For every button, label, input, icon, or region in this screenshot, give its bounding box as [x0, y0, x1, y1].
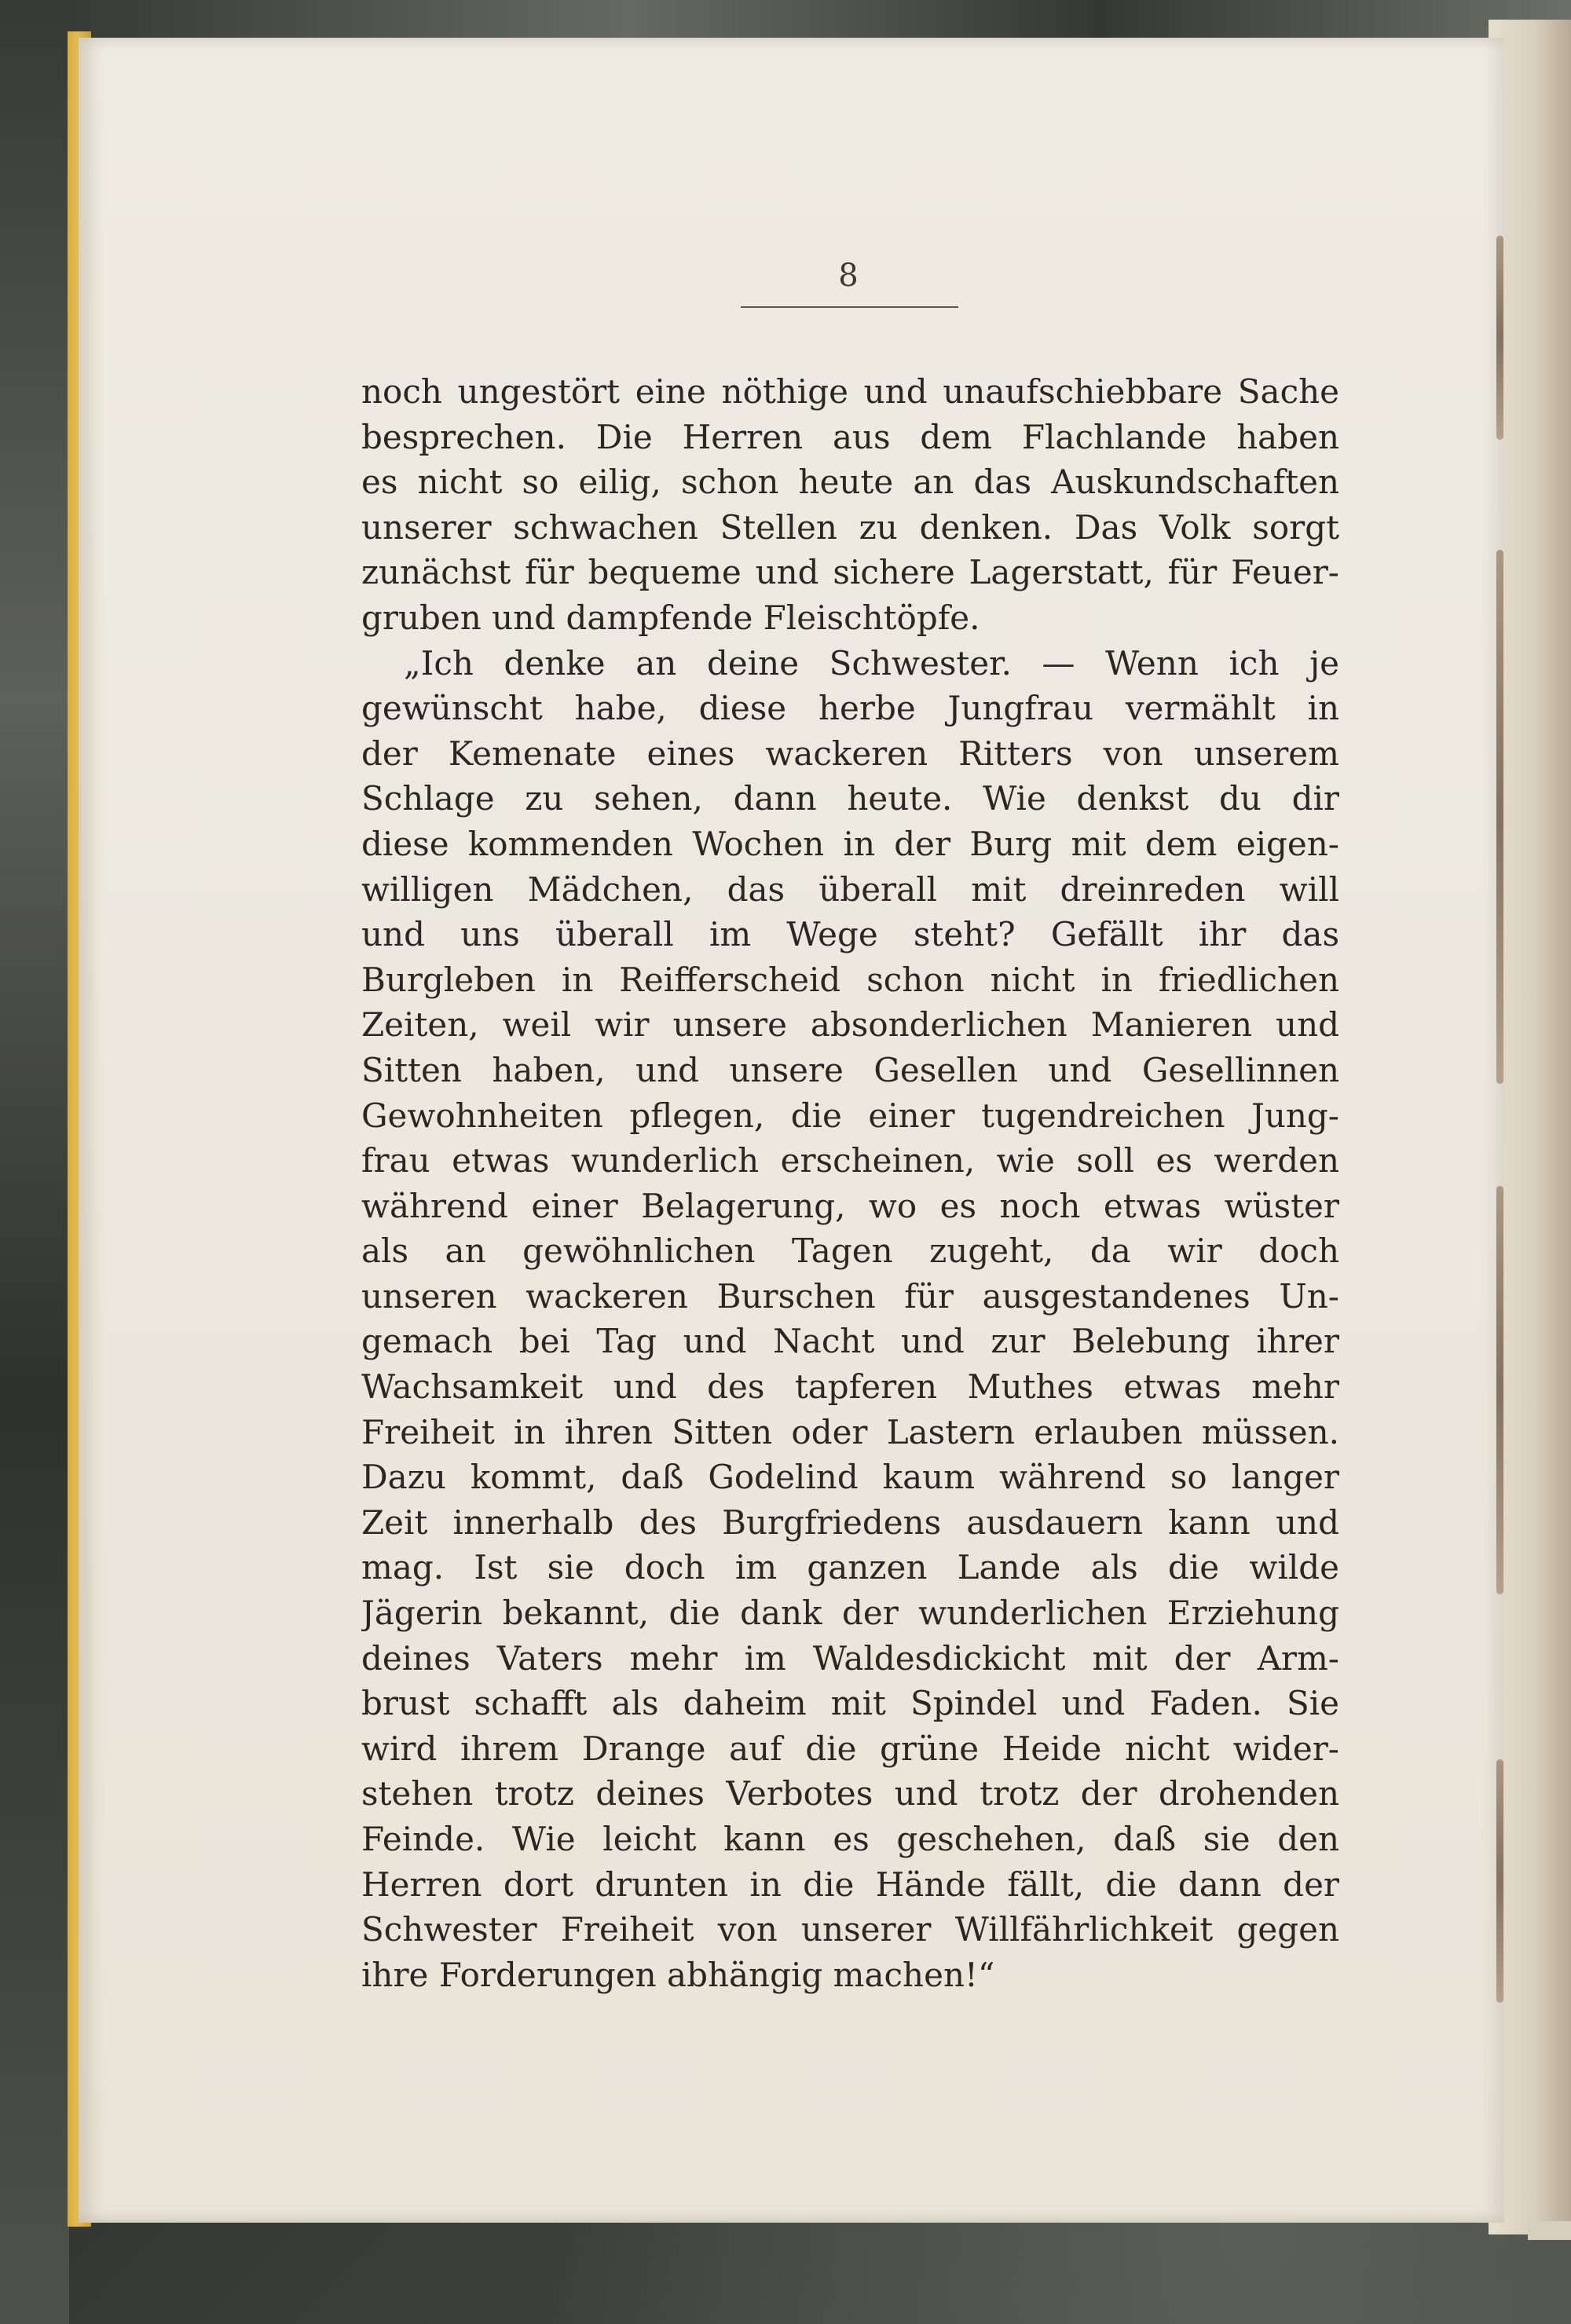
text-line: noch ungestört eine nöthige und unaufschiebbare Sache [361, 372, 1339, 411]
page-number-rule [741, 306, 958, 308]
text-line: Zeiten, weil wir unsere absonderlichen Manieren und [361, 1005, 1339, 1045]
book-cover-top [0, 0, 1571, 39]
text-line: als an gewöhnlichen Tagen zugeht, da wir doch [361, 1232, 1339, 1271]
paragraph-2 [361, 641, 1339, 1998]
text-line: Sitten haben, und unsere Gesellen und Gesellinnen [361, 1050, 1339, 1089]
text-line: Zeit innerhalb des Burgfriedens ausdauern kann und [361, 1502, 1339, 1542]
text-line: wird ihrem Drange auf die grüne Heide nicht wider- [361, 1729, 1339, 1768]
text-line: gruben und dampfende Fleischtöpfe. [361, 598, 980, 637]
text-line: mag. Ist sie doch im ganzen Lande als die wilde [361, 1548, 1339, 1587]
text-line: diese kommenden Wochen in der Burg mit dem eigen- [361, 824, 1339, 863]
text-line: frau etwas wunderlich erscheinen, wie soll es werden [361, 1141, 1339, 1180]
text-line: zunächst für bequeme und sichere Lagerstatt, für Feuer- [361, 553, 1339, 592]
text-line: Feinde. Wie leicht kann es geschehen, daß sie den [361, 1820, 1339, 1858]
text-line: unserer schwachen Stellen zu denken. Das Volk sorgt [361, 507, 1339, 547]
text-line: brust schafft als daheim mit Spindel und Faden. Sie [361, 1684, 1339, 1723]
text-line: Herren dort drunten in die Hände fällt, die dann der [361, 1865, 1339, 1904]
text-line: Jägerin bekannt, die dank der wunderlichen Erziehung [361, 1594, 1339, 1633]
body-text [361, 369, 1339, 1997]
page-corner [1528, 2221, 1571, 2240]
text-line: Wachsamkeit und des tapferen Muthes etwas mehr [361, 1367, 1339, 1407]
text-line: Burgleben in Reifferscheid schon nicht in friedlichen [361, 960, 1339, 999]
text-line: deines Vaters mehr im Waldesdickicht mit der Arm- [361, 1638, 1339, 1678]
book-cover-left [0, 0, 69, 2324]
text-line: willigen Mädchen, das überall mit dreinreden will [361, 869, 1339, 909]
text-line: besprechen. Die Herren aus dem Flachlande haben [361, 417, 1339, 456]
text-line: gewünscht habe, diese herbe Jungfrau vermählt in [361, 689, 1339, 728]
text-line: der Kemenate eines wackeren Ritters von unserem [361, 734, 1339, 773]
text-line: stehen trotz deines Verbotes und trotz der drohenden [361, 1774, 1339, 1813]
text-line: Dazu kommt, daß Godelind kaum während so langer [361, 1458, 1339, 1497]
paragraph-1 [361, 369, 1339, 641]
text-line: während einer Belagerung, wo es noch etwas wüster [361, 1186, 1339, 1225]
text-line: und uns überall im Wege steht? Gefällt ihr das [361, 915, 1339, 954]
text-line: Schwester Freiheit von unserer Willfährlichkeit gegen [361, 1910, 1339, 1949]
text-line: Freiheit in ihren Sitten oder Lastern erlauben müssen. [361, 1412, 1339, 1451]
text-line: „Ich denke an deine Schwester. — Wenn ich je [404, 643, 1339, 683]
binding-thread [1496, 550, 1503, 1084]
binding-thread [1496, 1186, 1503, 1594]
text-line: Schlage zu sehen, dann heute. Wie denkst du dir [361, 779, 1339, 818]
text-line: gemach bei Tag und Nacht und zur Belebung ihrer [361, 1322, 1339, 1361]
text-line: Gewohnheiten pflegen, die einer tugendreichen Jung- [361, 1096, 1339, 1135]
text-line: es nicht so eilig, schon heute an das Auskundschaften [361, 463, 1339, 502]
page-number: 8 [838, 258, 859, 294]
binding-thread [1496, 236, 1503, 440]
binding-thread [1496, 1759, 1503, 2003]
text-line: ihre Forderungen abhängig machen!“ [361, 1955, 995, 1994]
text-line: unseren wackeren Burschen für ausgestandenes Un- [361, 1276, 1339, 1316]
